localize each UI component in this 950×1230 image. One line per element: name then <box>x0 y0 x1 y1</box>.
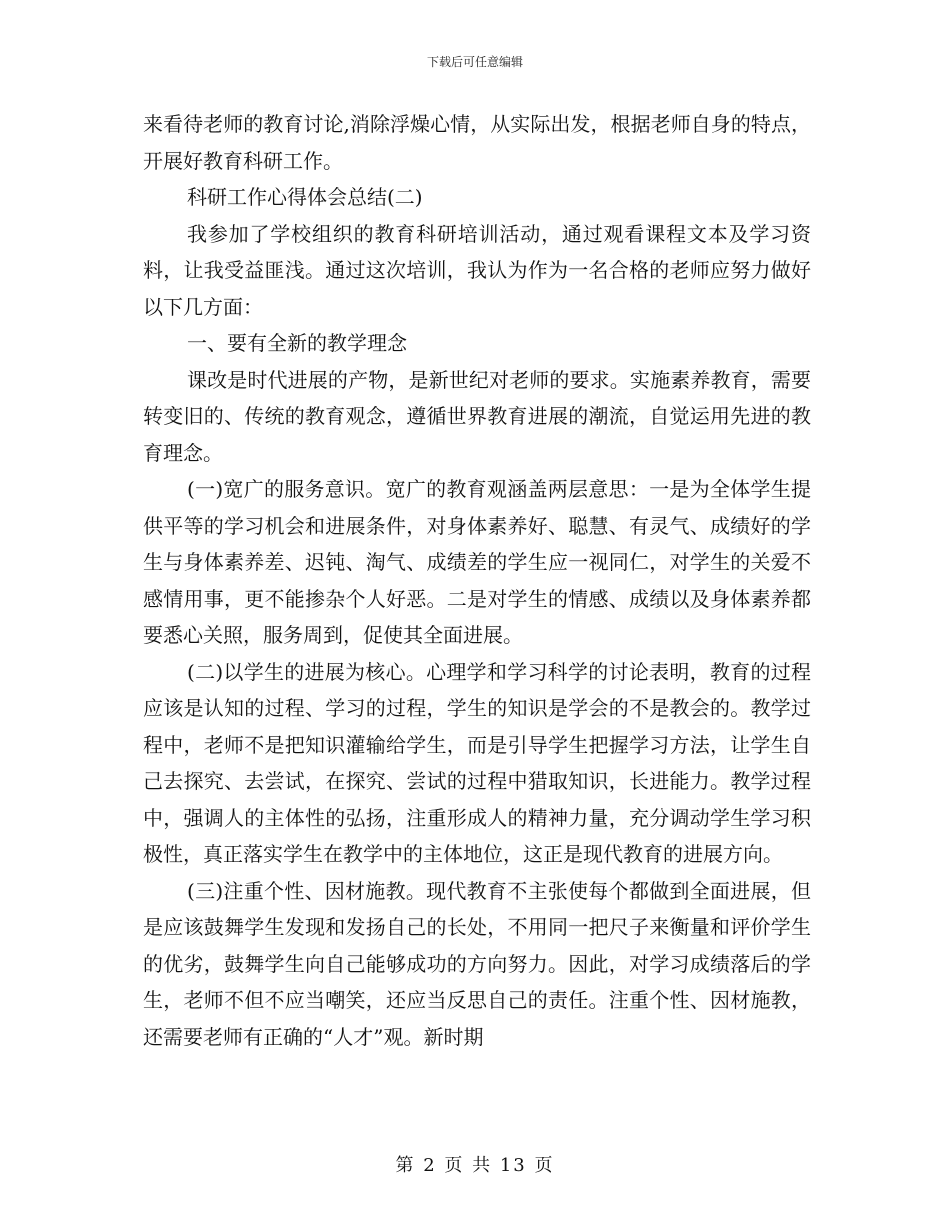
paragraph: (一)宽广的服务意识。宽广的教育观涵盖两层意思：一是为全体学生提供平等的学习机会和进展条件，对身体素养好、聪慧、有灵气、成绩好的学生与身体素养差、迟钝、淘气、成绩差的学生应一视同仁，对学生的关爱不感情用事，更不能掺杂个人好恶。二是对学生的情感、成绩以及身体素养都要悉心关照，服务周到，促使其全面进展。 <box>143 477 811 647</box>
section-title: 科研工作心得体会总结(二) <box>187 185 423 209</box>
paragraph-intro: 我参加了学校组织的教育科研培训活动，通过观看课程文本及学习资料，让我受益匪浅。通过这次培训，我认为作为一名合格的老师应努力做好以下几方面： <box>143 221 811 319</box>
document-body <box>143 106 811 1055</box>
page-header: 下载后可任意编辑 <box>426 55 523 69</box>
page-number-footer: 第 2 页 共 13 页 <box>395 1155 555 1176</box>
paragraph: 课改是时代进展的产物，是新世纪对老师的要求。实施素养教育，需要转变旧的、传统的教育观念，遵循世界教育进展的潮流，自觉运用先进的教育理念。 <box>143 367 811 465</box>
paragraph: (二)以学生的进展为核心。心理学和学习科学的讨论表明，教育的过程应该是认知的过程、学习的过程，学生的知识是学会的不是教会的。教学过程中，老师不是把知识灌输给学生，而是引导学生把握学习方法，让学生自己去探究、去尝试，在探究、尝试的过程中猎取知识，长进能力。教学过程中，强调人的主体性的弘扬，注重形成人的精神力量，充分调动学生学习积极性，真正落实学生在教学中的主体地位，这正是现代教育的进展方向。 <box>143 659 811 866</box>
paragraph: (三)注重个性、因材施教。现代教育不主张使每个都做到全面进展，但是应该鼓舞学生发现和发扬自己的长处，不用同一把尺子来衡量和评价学生的优劣，鼓舞学生向自己能够成功的方向努力。因此，对学习成绩落后的学生，老师不但不应当嘲笑，还应当反思自己的责任。注重个性、因材施教，还需要老师有正确的“人才”观。新时期 <box>143 878 811 1049</box>
section-heading: 一、要有全新的教学理念 <box>187 331 407 355</box>
paragraph-continuation: 来看待老师的教育讨论,消除浮燥心情，从实际出发，根据老师自身的特点，开展好教育科研工作。 <box>143 112 811 173</box>
